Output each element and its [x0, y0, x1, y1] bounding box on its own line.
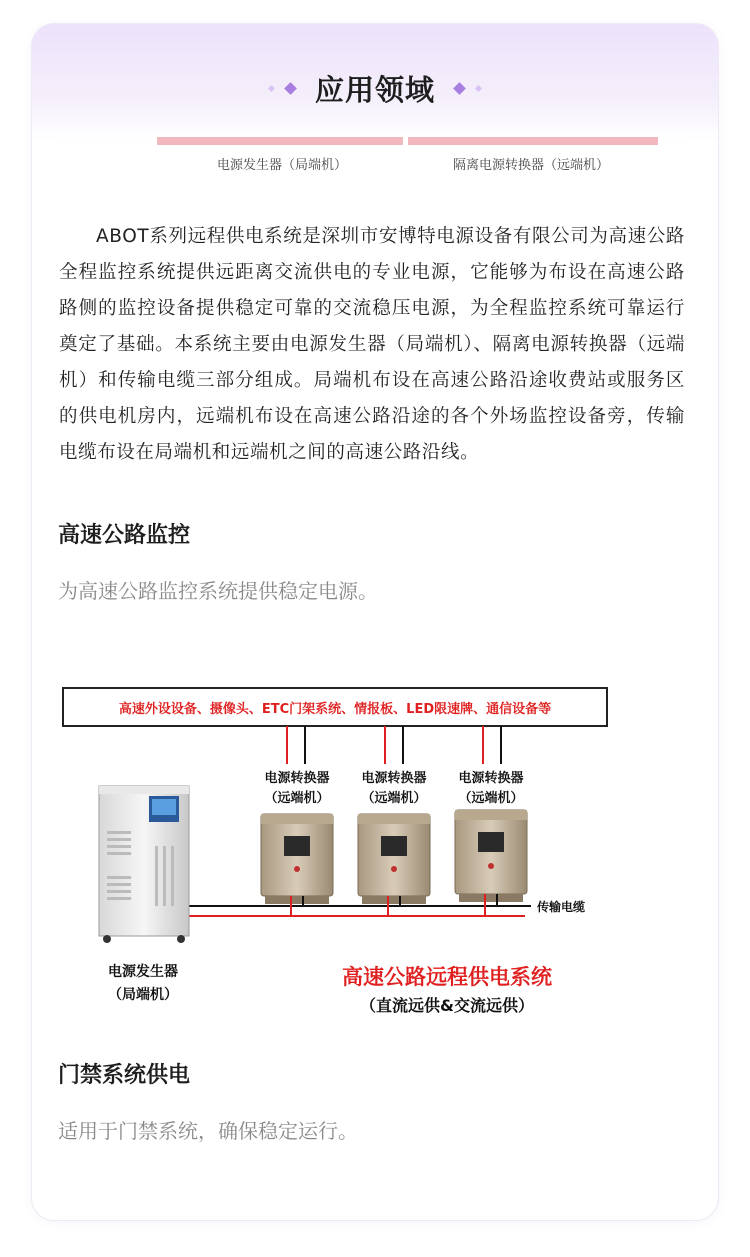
section-desc-access-control: 适用于门禁系统，确保稳定运行。 — [58, 1119, 358, 1143]
power-system-diagram — [55, 686, 691, 1031]
caption-converter: 隔离电源转换器（远端机） — [453, 158, 610, 173]
section-title-access-control: 门禁系统供电 — [58, 1063, 191, 1088]
device-list-text: 高速外设设备、摄像头、ETC门架系统、情报板、LED限速牌、通信设备等 — [118, 702, 552, 717]
document-paragraph: ABOT系列远程供电系统是深圳市安博特电源设备有限公司为高速公路全程监控系统提供远距离交流供电的专业电源，它能够为布设在高速公路路侧的监控设备提供稳定可靠的交流稳压电源，为全程监控系统可靠运行奠定了基础。本系统主要由电源发生器（局端机）、隔离电源转换器（远端机）和传输电缆三部分组成。局端机布设在高速公路沿途收费站或服务区的供电机房内，远端机布设在高速公路沿途的各个外场监控设备旁，传输电缆布设在局端机和远端机之间的高速公路沿线。 — [59, 226, 685, 463]
converter-sublabel-2: （远端机） — [361, 791, 427, 806]
vertical-wires — [287, 726, 501, 764]
diamond-icon — [268, 84, 275, 91]
converter-sublabel-1: （远端机） — [264, 791, 330, 806]
converter-cabinet — [358, 814, 430, 904]
section-heading: 应用领域 — [314, 72, 435, 107]
cable-label: 传输电缆 — [537, 900, 586, 914]
title-row — [32, 66, 718, 110]
pink-bar — [408, 137, 658, 145]
pink-bar — [157, 137, 403, 145]
caption-generator: 电源发生器（局端机） — [217, 158, 348, 173]
converter-cabinet — [455, 810, 527, 902]
document-image — [55, 137, 691, 487]
system-title: 高速公路远程供电系统 — [342, 965, 552, 989]
converter-label-2: 电源转换器 — [361, 771, 427, 786]
diagram-svg — [55, 686, 691, 1031]
generator-label: 电源发生器 — [108, 964, 178, 980]
generator-cabinet — [99, 786, 189, 943]
converter-label-1: 电源转换器 — [264, 771, 330, 786]
section-desc-highway: 为高速公路监控系统提供稳定电源。 — [58, 579, 378, 603]
diamond-icon — [284, 82, 297, 95]
generator-sublabel: （局端机） — [108, 987, 178, 1003]
converter-label-3: 电源转换器 — [458, 771, 524, 786]
converter-sublabel-3: （远端机） — [458, 791, 524, 806]
diamond-icon — [475, 84, 482, 91]
section-title-highway: 高速公路监控 — [58, 523, 191, 548]
card-header — [32, 24, 718, 142]
diamond-icon — [453, 82, 466, 95]
converter-cabinet — [261, 814, 333, 904]
system-subtitle: （直流远供&交流远供） — [360, 996, 534, 1015]
